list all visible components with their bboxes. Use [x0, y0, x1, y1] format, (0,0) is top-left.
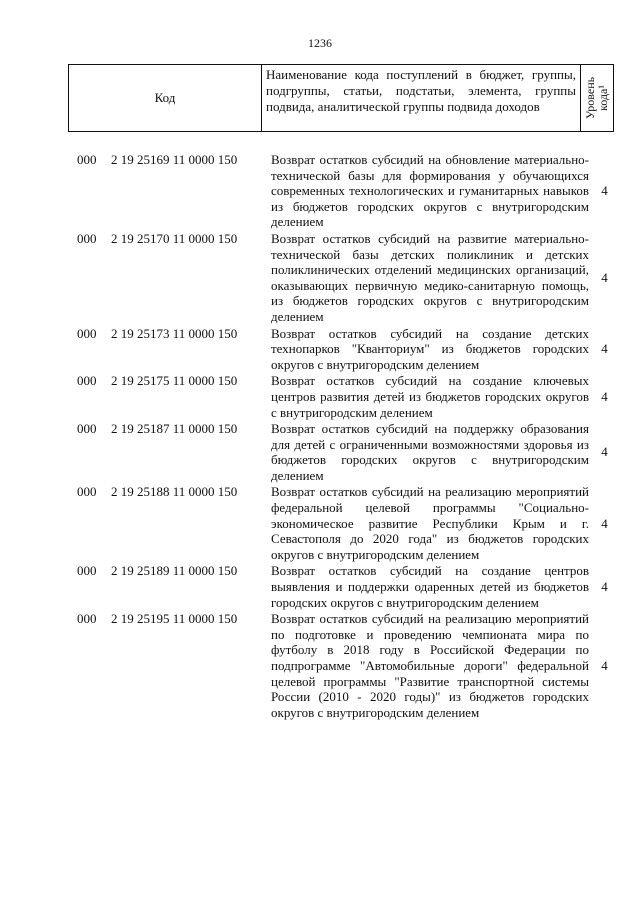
revenue-code: 2 19 25169 11 0000 150	[111, 152, 238, 167]
page-number: 1236	[308, 36, 332, 50]
table-row	[68, 484, 614, 562]
revenue-name: Возврат остатков субсидий на создание детских технопарков "Кванториум" из бюджетов городских округов с внутригородским делением	[271, 325, 589, 372]
code-level: 4	[601, 515, 608, 531]
table-row	[68, 326, 614, 373]
header-level-cell	[581, 65, 613, 131]
table-row	[68, 373, 614, 420]
admin-code: 000	[77, 373, 97, 389]
code-level: 4	[601, 269, 608, 285]
admin-code: 000	[77, 611, 97, 627]
table-body	[68, 152, 614, 721]
admin-code: 000	[77, 325, 97, 341]
revenue-name: Возврат остатков субсидий на создание ключевых центров развития детей из бюджетов городских округов с внутригородским делением	[271, 373, 589, 420]
admin-code: 000	[77, 152, 97, 167]
revenue-code: 2 19 25170 11 0000 150	[111, 230, 238, 246]
admin-code: 000	[77, 563, 97, 579]
code-level: 4	[601, 444, 608, 460]
revenue-code: 2 19 25189 11 0000 150	[111, 563, 238, 579]
revenue-name: Возврат остатков субсидий на создание центров выявления и поддержки одаренных детей из бюджетов городских округов с внутригородским делением	[271, 563, 589, 610]
revenue-name: Возврат остатков субсидий на поддержку образования для детей с ограниченными возможностями здоровья из бюджетов городских округов с внутригородским делением	[271, 421, 589, 483]
revenue-code: 2 19 25175 11 0000 150	[111, 373, 238, 389]
table-row	[68, 421, 614, 483]
revenue-name: Возврат остатков субсидий на реализацию мероприятий по подготовке и проведению чемпионата мира по футболу в 2018 году в Российской Федерации по подпрограмме "Автомобильные дороги" федеральной целевой программы "Развитие транспортной системы России (2010 - 2020 годы)" из бюджетов городских округов с внутригородским делением	[271, 611, 589, 720]
code-level: 4	[601, 388, 608, 404]
revenue-code: 2 19 25173 11 0000 150	[111, 325, 238, 341]
header-name-label: Наименование кода поступлений в бюджет, группы, подгруппы, статьи, подстатьи, элемента, группы подвида, аналитической группы подвида доходов	[262, 65, 581, 131]
revenue-code: 2 19 25187 11 0000 150	[111, 421, 238, 437]
admin-code: 000	[77, 421, 97, 437]
revenue-code: 2 19 25188 11 0000 150	[111, 484, 238, 500]
revenue-name: Возврат остатков субсидий на развитие материально-технической базы детских поликлиник и детских поликлинических отделений медицинских организаций, оказывающих первичную медико-санитарную помощь, из бюджетов городских округов с внутригородским делением	[271, 230, 589, 324]
admin-code: 000	[77, 230, 97, 246]
table-row	[68, 563, 614, 610]
code-level: 4	[601, 579, 608, 595]
table-row	[68, 611, 614, 720]
header-level-label: Уровень кода¹	[583, 76, 610, 120]
table-row	[68, 152, 614, 230]
revenue-code: 2 19 25195 11 0000 150	[111, 611, 238, 627]
table-header	[68, 64, 614, 132]
revenue-name: Возврат остатков субсидий на обновление материально-технической базы для формирования у обучающихся современных технологических и гуманитарных навыков из бюджетов городских округов с внутригородским делением	[271, 152, 589, 230]
header-code-label: Код	[69, 65, 262, 131]
code-level: 4	[601, 658, 608, 673]
code-level: 4	[601, 341, 608, 357]
table-row	[68, 231, 614, 325]
admin-code: 000	[77, 484, 97, 500]
revenue-name: Возврат остатков субсидий на реализацию мероприятий федеральной целевой программы "Социально-экономическое развитие Республики Крым и г. Севастополя до 2020 года" из бюджетов городских округов с внутригородским делением	[271, 484, 589, 562]
code-level: 4	[601, 183, 608, 199]
